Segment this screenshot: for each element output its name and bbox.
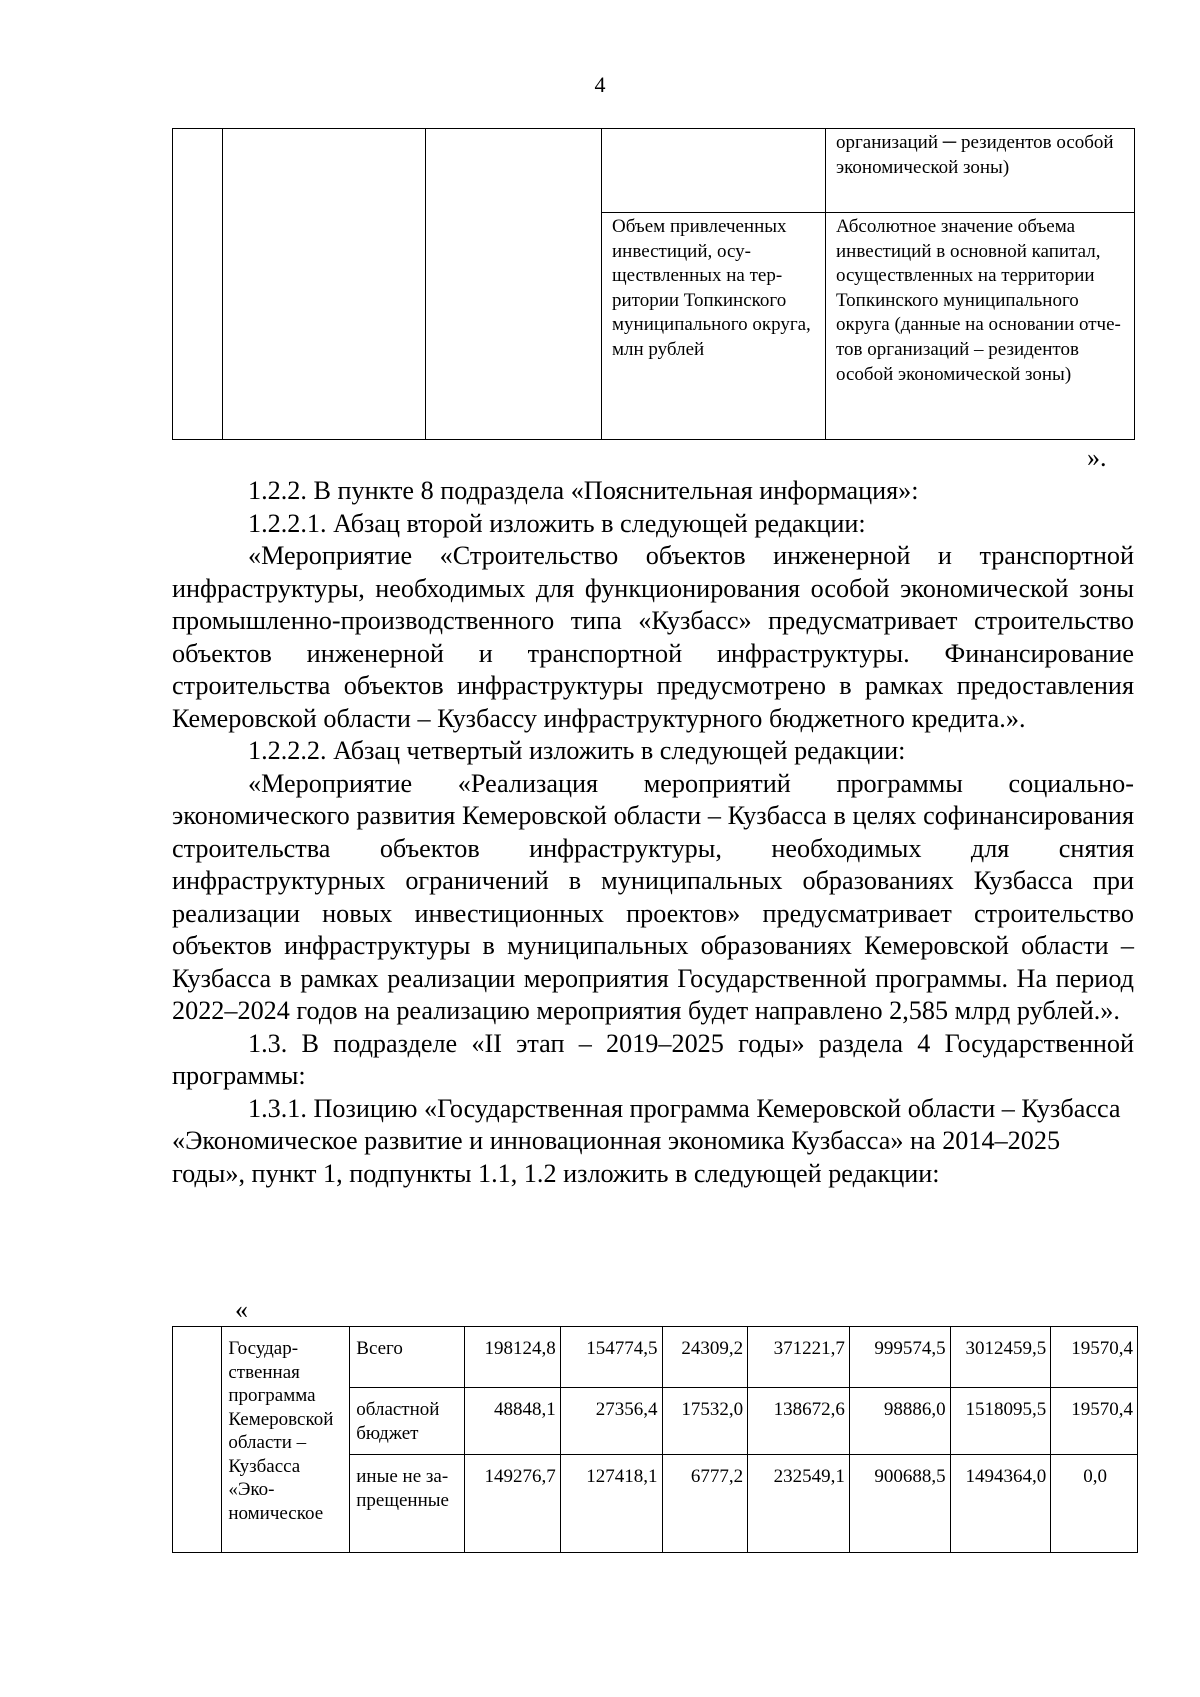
closing-quote: ».: [1087, 443, 1107, 472]
paragraph: «Мероприятие «Строительство объектов инженерной и транспортной инфраструктуры, необходимых для функционирования особой экономической зоны промышленно-производственного типа «Кузбасс» предусматривает строительство объектов инженерной и транспортной инфраструктуры. Финансирование строительства объектов инфраструктуры предусмотрено в рамках предоставления Кемеровской области – Кузбассу инфраструктурного бюджетного кредита.».: [172, 541, 1134, 733]
paragraph: 1.2.2.1. Абзац второй изложить в следующей редакции:: [248, 508, 866, 538]
amount-cell: 0,0: [1051, 1455, 1138, 1553]
indicator-name-cell: Объем привлеченных инвестиций, осуществленных на территории Топкинского муниципального округа, млн рублей: [602, 213, 826, 440]
amount-cell: 1494364,0: [950, 1455, 1051, 1553]
amount-cell: 24309,2: [662, 1327, 748, 1388]
amount-cell: 371221,7: [748, 1327, 850, 1388]
paragraph: «Мероприятие «Реализация мероприятий программы социально-экономического развития Кемеровской области – Кузбасса в целях софинансирования строительства объектов инфраструктуры, необходимых для снятия инфраструктурных ограничений в муниципальных образованиях Кузбасса при реализации новых инвестиционных проектов» предусматривает строительство объектов инфраструктуры в муниципальных образованиях Кемеровской области – Кузбасса в рамках реализации мероприятия Государственной программы. На период 2022–2024 годов на реализацию мероприятия будет направлено 2,585 млрд рублей.».: [172, 768, 1134, 1025]
page-number: 4: [594, 72, 606, 97]
document-body: [172, 475, 1134, 1190]
amount-cell: 19570,4: [1051, 1327, 1138, 1388]
table-cell: [426, 213, 602, 440]
table-cell: [426, 129, 602, 213]
funding-table: [172, 1326, 1138, 1553]
amount-cell: 6777,2: [662, 1455, 748, 1553]
funding-source-cell: Всего: [350, 1327, 465, 1388]
amount-cell: 48848,1: [465, 1388, 561, 1455]
amount-cell: 198124,8: [465, 1327, 561, 1388]
indicators-table: [172, 128, 1135, 440]
amount-cell: 127418,1: [560, 1455, 662, 1553]
amount-cell: 98886,0: [849, 1388, 950, 1455]
table-row: [173, 1327, 1138, 1388]
paragraph: 1.3.1. Позицию «Государственная программа Кемеровской области – Кузбасса «Экономическое развитие и инновационная экономика Кузбасса» на 2014–2025 годы», пункт 1, подпункты 1.1, 1.2 изложить в следующей редакции:: [172, 1093, 1121, 1188]
table-row: [173, 213, 1135, 440]
paragraph: 1.2.2. В пункте 8 подраздела «Пояснительная информация»:: [248, 476, 919, 505]
amount-cell: 900688,5: [849, 1455, 950, 1553]
funding-source-cell: областной бюджет: [350, 1388, 465, 1455]
amount-cell: 232549,1: [748, 1455, 850, 1553]
table-cell: [173, 129, 223, 213]
table-cell: [223, 129, 426, 213]
table-row: [173, 129, 1135, 213]
amount-cell: 3012459,5: [950, 1327, 1051, 1388]
table-cell: [602, 129, 826, 213]
indicator-method-cell: Абсолютное значение объема инвестиций в основной капитал, осуществленных на территории Топкинского муниципального округа (данные на основании отчетов организаций – резидентов особой экономической зоны): [826, 213, 1135, 440]
amount-cell: 19570,4: [1051, 1388, 1138, 1455]
table-cell: [173, 213, 223, 440]
amount-cell: 1518095,5: [950, 1388, 1051, 1455]
paragraph: 1.2.2.2. Абзац четвертый изложить в следующей редакции:: [248, 736, 906, 765]
funding-source-cell: иные не запрещенные: [350, 1455, 465, 1553]
opening-quote: «: [235, 1295, 248, 1324]
amount-cell: 27356,4: [560, 1388, 662, 1455]
amount-cell: 138672,6: [748, 1388, 850, 1455]
table-cell: [173, 1327, 222, 1553]
amount-cell: 17532,0: [662, 1388, 748, 1455]
amount-cell: 999574,5: [849, 1327, 950, 1388]
amount-cell: 149276,7: [465, 1455, 561, 1553]
paragraph: 1.3. В подразделе «II этап – 2019–2025 годы» раздела 4 Государственной программы:: [172, 1028, 1134, 1090]
table-cell: [223, 213, 426, 440]
amount-cell: 154774,5: [560, 1327, 662, 1388]
program-name-cell: Государственная программа Кемеровской области – Кузбасса «Экономическое: [222, 1327, 350, 1553]
indicator-method-cell: организаций ─ резидентов особой экономической зоны): [826, 129, 1135, 213]
